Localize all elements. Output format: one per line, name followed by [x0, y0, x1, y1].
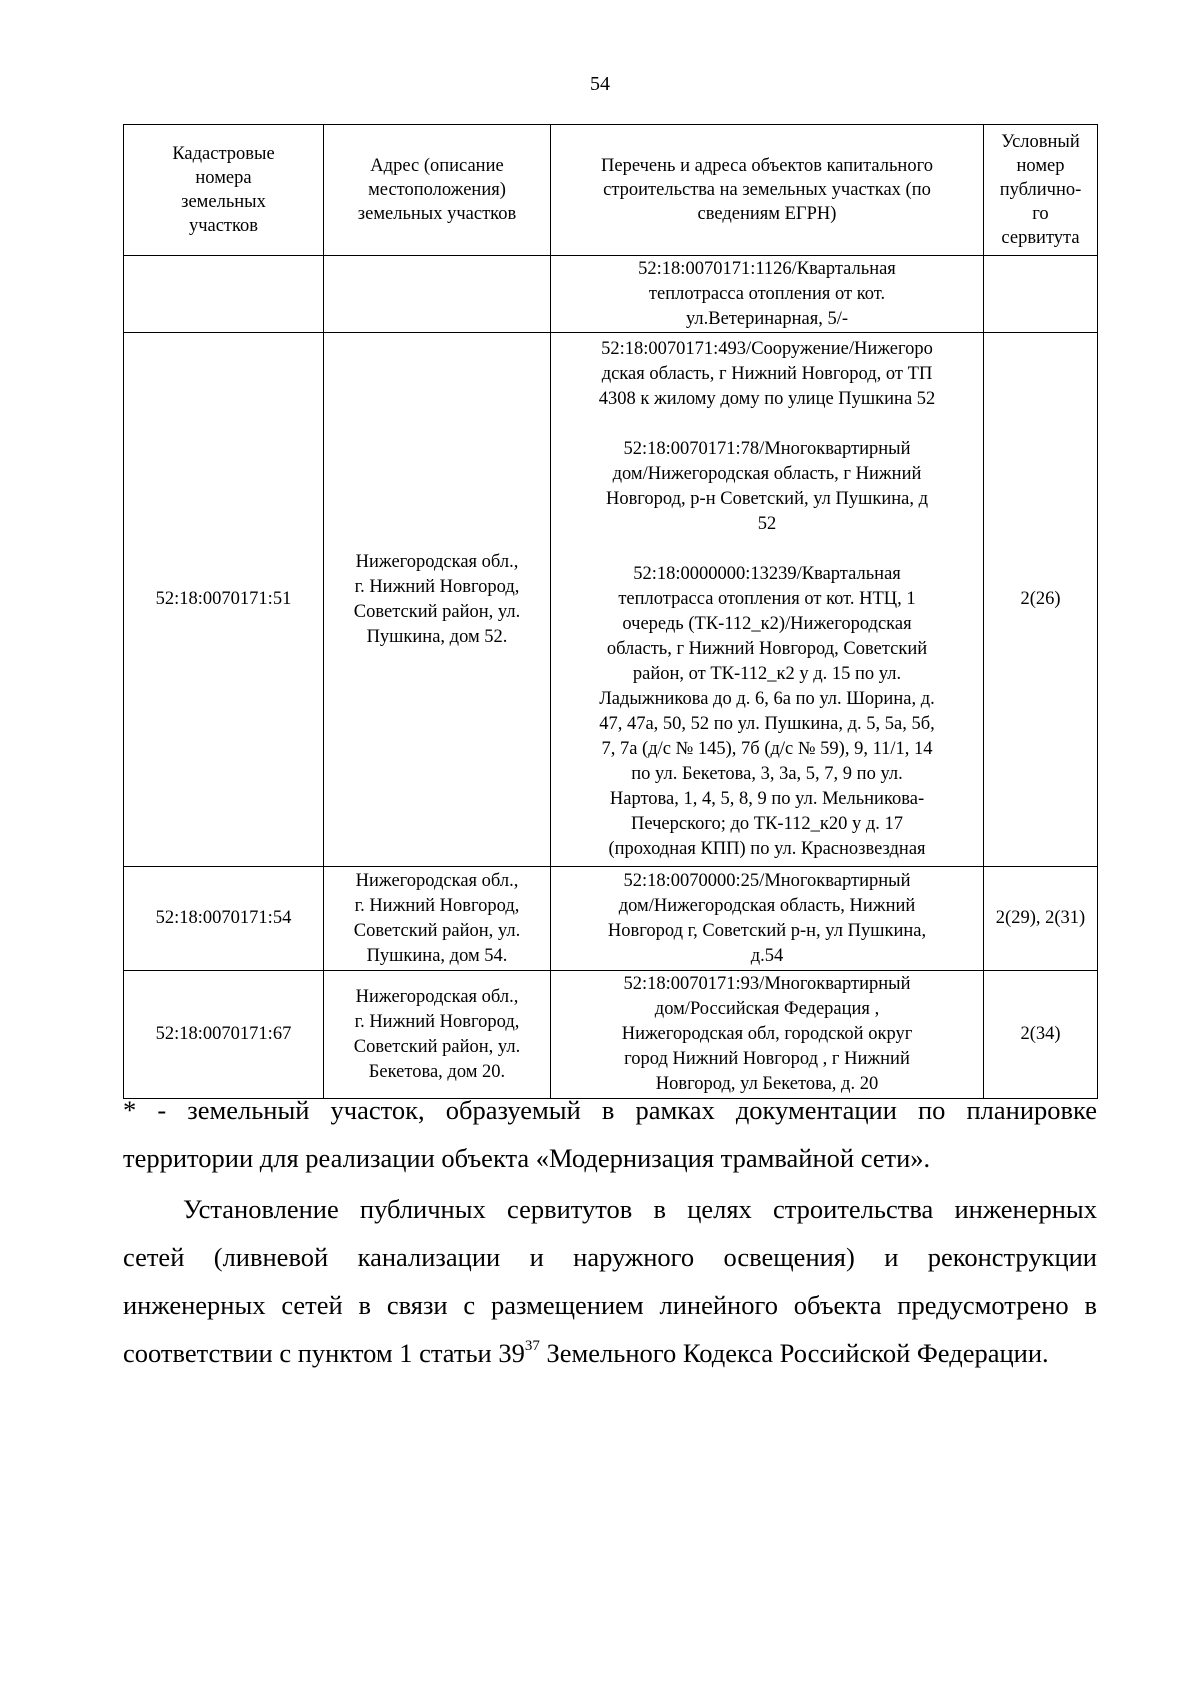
cadastral-cell: 52:18:0070171:51: [124, 333, 324, 867]
header-servitude: Условный номер публично- го сервитута: [984, 125, 1098, 256]
objects-cell: 52:18:0070171:493/Сооружение/Нижегоро дская область, г Нижний Новгород, от ТП 4308 к жилому дому по улице Пушкина 52 52:18:0070171:78/Многоквартирный дом/Нижегородская область, г Нижний Новгород, р-н Советский, ул Пушкина, д 52 52:18:0000000:13239/Квартальная теплотрасса отопления от кот. НТЦ, 1 очередь (ТК-112_к2)/Нижегородская область, г Нижний Новгород, Советский район, от ТК-112_к2 у д. 15 по ул. Ладыжникова до д. 6, 6а по ул. Шорина, д. 47, 47а, 50, 52 по ул. Пушкина, д. 5, 5а, 5б, 7, 7а (д/с № 145), 7б (д/с № 59), 9, 11/1, 14 по ул. Бекетова, 3, 3а, 5, 7, 9 по ул. Нартова, 1, 4, 5, 8, 9 по ул. Мельникова- Печерского; до ТК-112_к20 у д. 17 (проходная КПП) по ул. Краснозвездная: [551, 333, 984, 867]
paragraph-line: Установление публичных сервитутов в целях строительства инженерных: [183, 1194, 1097, 1224]
table-row: [124, 256, 1098, 333]
servitude-cell: 2(29), 2(31): [984, 867, 1098, 971]
address-cell: Нижегородская обл., г. Нижний Новгород, Советский район, ул. Бекетова, дом 20.: [324, 971, 551, 1099]
header-cadastral: Кадастровые номера земельных участков: [124, 125, 324, 256]
cadastral-cell: [124, 256, 324, 333]
page-number: 54: [590, 73, 610, 95]
footnote-line: * - земельный участок, образуемый в рамках документации по планировке: [123, 1095, 1097, 1125]
body-paragraph: [123, 1185, 1097, 1377]
address-cell: [324, 256, 551, 333]
table-row: [124, 971, 1098, 1099]
table-header-row: [124, 125, 1098, 256]
objects-cell: 52:18:0070171:1126/Квартальная теплотрасса отопления от кот. ул.Ветеринарная, 5/-: [551, 256, 984, 333]
objects-cell: 52:18:0070171:93/Многоквартирный дом/Российская Федерация , Нижегородская обл, городской округ город Нижний Новгород , г Нижний Новгород, ул Бекетова, д. 20: [551, 971, 984, 1099]
servitude-table: [123, 124, 1098, 1099]
table-row: [124, 867, 1098, 971]
footnote-line: территории для реализации объекта «Модернизация трамвайной сети».: [123, 1143, 931, 1173]
objects-cell: 52:18:0070000:25/Многоквартирный дом/Нижегородская область, Нижний Новгород г, Советский р-н, ул Пушкина, д.54: [551, 867, 984, 971]
servitude-cell: 2(34): [984, 971, 1098, 1099]
address-cell: Нижегородская обл., г. Нижний Новгород, Советский район, ул. Пушкина, дом 54.: [324, 867, 551, 971]
address-cell: Нижегородская обл., г. Нижний Новгород, Советский район, ул. Пушкина, дом 52.: [324, 333, 551, 867]
table-row: [124, 333, 1098, 867]
paragraph-line: соответствии с пунктом 1 статьи $39^{37}$ Земельного Кодекса Российской Федерации.: [123, 1338, 1049, 1368]
footnote: [123, 1086, 1097, 1182]
paragraph-line: инженерных сетей в связи с размещением линейного объекта предусмотрено в: [123, 1290, 1097, 1320]
cadastral-cell: 52:18:0070171:54: [124, 867, 324, 971]
header-address: Адрес (описание местоположения) земельных участков: [324, 125, 551, 256]
cadastral-cell: 52:18:0070171:67: [124, 971, 324, 1099]
paragraph-line: сетей (ливневой канализации и наружного освещения) и реконструкции: [123, 1242, 1097, 1272]
header-objects: Перечень и адреса объектов капитального строительства на земельных участках (по сведениям ЕГРН): [551, 125, 984, 256]
article-superscript: 37: [524, 1338, 540, 1354]
servitude-cell: 2(26): [984, 333, 1098, 867]
servitude-cell: [984, 256, 1098, 333]
